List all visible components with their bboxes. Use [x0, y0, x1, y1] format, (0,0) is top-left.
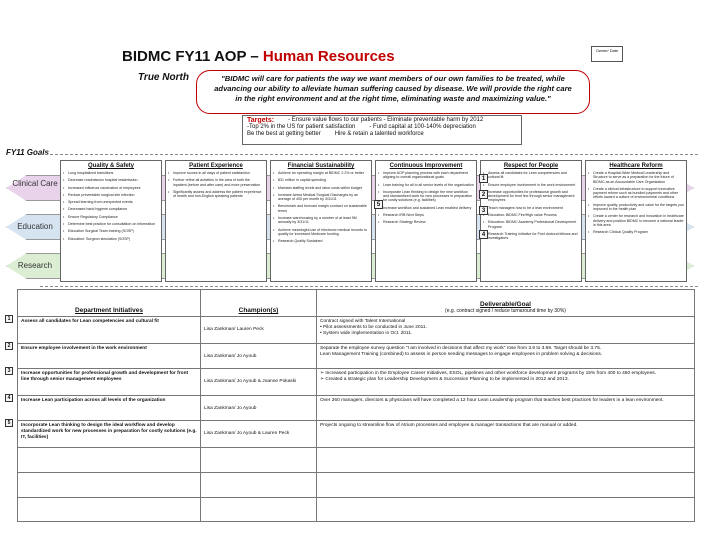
goal-column-patient-experience: [165, 160, 267, 282]
goal-bullet: • Spread learning from unexpected events: [68, 200, 159, 204]
goal-bullet: • Increase Aetna Medical Surgical Discharges by an average of 400 per month by 3/31/11: [278, 193, 369, 202]
deliverable-line: ➢ Increased participation in the Employee Career Initiatives, ESOL, pipelines and other workforce development programs by 15% from 400 to 460 employees.: [320, 371, 656, 376]
callout-number: 5: [374, 200, 383, 209]
table-row: [18, 498, 695, 522]
champion-cell: Lisa Zankman/ Lauren Peck: [201, 317, 317, 344]
column-heading: Quality & Safety: [87, 163, 134, 169]
goal-bullet: • Education: BIDMC Academy Professional Development Program: [488, 220, 579, 229]
deliverable-line: Contract signed with Talent International: [320, 319, 406, 324]
goal-column-healthcare-reform: [585, 160, 687, 282]
goal-column-quality-safety: [60, 160, 162, 282]
initiative-text: Increase opportunities for professional growth and development for front line through senior management employees: [21, 371, 189, 382]
goal-bullet: • Maintain staffing levels and labor costs within budget: [278, 186, 369, 190]
goal-bullet: • Determine best practice for consultation on information: [68, 222, 159, 226]
table-row: [18, 448, 695, 473]
initiative-cell: [7, 368, 201, 396]
deliverable-line: • System wide implementation in Oct. 2011.: [320, 331, 413, 336]
goal-bullet: • Improve scores in all ways of patient satisfaction: [173, 171, 264, 175]
table-header-row: [18, 290, 695, 317]
goal-bullet: • Achieve meaningful use of electronic medical records to qualify for increased Medicare funding: [278, 228, 369, 237]
targets-line: - Ensure value flows to our patients - Eliminate preventable harm by 2012: [288, 117, 484, 123]
fy11-goals-label: FY11 Goals: [6, 148, 49, 157]
deliverable-line: • Pilot assessments to be conducted in June 2011.: [320, 325, 427, 330]
goal-bullet-list: [481, 171, 581, 241]
row-number: 5: [5, 419, 13, 427]
goal-bullet-list: [586, 171, 686, 235]
deliverable-cell: [317, 473, 695, 498]
divider: [40, 286, 698, 287]
targets-line: Hire & retain a talented workforce: [334, 131, 424, 137]
targets-line: -Top 2% in the US for patient satisfaction: [247, 124, 356, 130]
row-label-research: Research: [17, 261, 53, 270]
goal-bullet: • Decreased hand hygiene compliance: [68, 207, 159, 211]
initiative-text: Incorporate Lean thinking to design the ideal workflow and develop standardized work for new processes in preparation for costly solutions (e.g. IT, facilities): [21, 423, 197, 440]
table-row: [18, 369, 695, 396]
deliverable-line: Over 260 managers, directors & physicians will have completed a 12 hour Lean Leadership program that teaches best practices for leaders in a lean environment.: [320, 398, 664, 403]
deliverable-cell: [317, 396, 695, 421]
goal-bullet-list: [376, 171, 476, 225]
champion-cell: Lisa Zankman/ Jo Ayoub: [201, 396, 317, 421]
goal-bullet: • Ensure employee involvement in the work environment: [488, 183, 579, 187]
goal-bullet-list: [271, 171, 371, 244]
initiative-cell: [7, 420, 201, 448]
goal-bullet: • Education Surgical Team training (SOSP): [68, 229, 159, 233]
divider: [40, 154, 698, 155]
true-north-statement: "BIDMC will care for patients the way we want members of our own families to be treated, while advancing our ability to alleviate human suffering caused by disease. We will provide the right care in the right environment and at the right time, eliminating waste and maximizing value.": [196, 70, 590, 114]
champion-cell: [201, 448, 317, 473]
goal-bullet: • Lung hospitalized transitions: [68, 171, 159, 175]
goal-column-respect-for-people: [480, 160, 582, 282]
column-heading: Patient Experience: [189, 163, 243, 169]
goal-bullet: • Teach managers how to be a lean environment: [488, 206, 579, 210]
goal-bullet: • Assess all candidates for Lean competencies and cultural fit: [488, 171, 579, 180]
champion-cell: [201, 473, 317, 498]
goal-bullet: • Decrease readmission hospital readmission: [68, 178, 159, 182]
header-deliverable: Deliverable/Goal (e.g. contract signed / reduce turnaround time by 30%): [317, 290, 695, 317]
goal-bullet: • Research IRB Next Steps: [383, 213, 474, 217]
table-row: [18, 317, 695, 344]
initiative-cell: [7, 343, 201, 369]
row-number: 2: [5, 342, 13, 350]
column-heading: Healthcare Reform: [609, 163, 663, 169]
owner-date-box: Owner/ Date: [591, 46, 623, 62]
goal-bullet: • Significantly assess and address the patient experience of health and non-English speaking patients: [173, 190, 264, 199]
deliverable-cell: [317, 448, 695, 473]
row-number: 4: [5, 394, 13, 402]
initiatives-table: [7, 289, 695, 522]
goal-bullet: • Create a Hospital-Wide Medical Leadership and Structure to serve as a preparation for the future of BIDMC as an Accountable Care Organization: [593, 171, 684, 184]
callout-number: 4: [479, 230, 488, 239]
goal-bullet: • Increased influenza vaccination of employees: [68, 186, 159, 190]
goal-bullet: • Research Training Initiative for Post doctoral fellows and investigators: [488, 232, 579, 241]
goal-bullet-list: [166, 171, 266, 198]
deliverable-line: Separate the employee survey question "I am involved in decisions that affect my work" rose from 3.6 to 3.69. Target should be 3.75.: [320, 346, 602, 351]
champion-cell: [201, 498, 317, 522]
row-number: 3: [5, 367, 13, 375]
goal-column-financial-sustainability: [270, 160, 372, 282]
goal-bullet: • Benchmark and forecast margin contract on sustainable terms: [278, 204, 369, 213]
deliverable-line: ➢ Created a strategic plan for Leadership Development & Succession Planning to be implemented in 2012 and 2013.: [320, 377, 569, 382]
goal-bullet: • Reduce preventable surgical site infection: [68, 193, 159, 197]
initiative-text: Ensure employee involvement in the work environment: [21, 346, 147, 351]
goal-bullet: • Increase warehousing by a number of at least 5M annually by 3/31/11: [278, 216, 369, 225]
initiative-cell: [7, 395, 201, 421]
goal-bullet: • Achieve an operating margin at BIDMC 2.2% or better: [278, 171, 369, 175]
goal-bullet: • Improve quality, productivity and value for the targets you improved in the health plan: [593, 203, 684, 212]
column-heading: Continuous Improvement: [389, 163, 463, 169]
goal-bullet: • Incorporate Lean thinking to design the new workflow and standardized work for new processes in preparation for costly solutions (e.g. facilities): [383, 190, 474, 203]
row-number: 1: [5, 315, 13, 323]
true-north-label: True North: [138, 72, 189, 83]
champion-cell: Lisa Zankman/ Jo Ayoub & Lauren Peck: [201, 421, 317, 448]
goal-bullet: • Improve AOP planning process with each department aligning to overall organizational goals: [383, 171, 474, 180]
goal-bullet: • Increase opportunities for professional growth and development for front line through senior management employees: [488, 190, 579, 203]
header-champions: Champion(s): [201, 290, 317, 317]
goal-bullet: • Increase workflow and sustained Lean enabled delivery: [383, 206, 474, 210]
deliverable-line: Projects ongoing to streamline flow of Atrium processes and employee & manager transactions that are manual or added.: [320, 423, 578, 428]
table-row: [18, 473, 695, 498]
deliverable-cell: [317, 421, 695, 448]
goal-bullet: • Research Strategy Review: [383, 220, 474, 224]
champion-cell: Lisa Zankman/ Jo Ayoub & Joanne Pokaski: [201, 369, 317, 396]
deliverable-line: Lean Management Training (combined) to assess in person sending messages to engage employees in problem solving & decisions.: [320, 352, 603, 357]
row-label-education: Education: [17, 222, 53, 231]
table-row: [18, 396, 695, 421]
targets-box: [242, 115, 522, 145]
deliverable-cell: [317, 344, 695, 369]
goal-bullet: • Further refine all activities in the area of both the inpatient (before and after care) and more preservation: [173, 178, 264, 187]
goal-bullet: • Education: Surgeon simulation (SOSP): [68, 237, 159, 241]
goal-bullet: • Research Clinical Quality Program: [593, 230, 684, 234]
goal-bullet: • Ensure Regulatory Compliance: [68, 215, 159, 219]
callout-number: 2: [479, 190, 488, 199]
goal-bullet: • Research Quality Sustained: [278, 239, 369, 243]
table-row: [18, 421, 695, 448]
goal-bullet-list: [61, 171, 161, 241]
goal-bullet: • $31 million in capital spending: [278, 178, 369, 182]
targets-label: Targets:: [247, 117, 275, 124]
column-heading: Financial Sustainability: [287, 163, 355, 169]
goal-bullet: • Education: BIDMC Fire/High value Process: [488, 213, 579, 217]
initiative-cell: [18, 473, 201, 498]
deliverable-cell: [317, 498, 695, 522]
goal-bullet: • Create a clinical infrastructure to support innovative payment reform such as bundled payments and other efforts toward a culture of environmental conditions: [593, 187, 684, 200]
row-label-clinical-care: Clinical Care: [12, 179, 58, 188]
column-heading: Respect for People: [503, 163, 559, 169]
table-row: [18, 344, 695, 369]
targets-line: - Fund capital at 100-140% depreciation: [369, 124, 476, 130]
deliverable-cell: [317, 369, 695, 396]
initiative-cell: [7, 316, 201, 344]
header-initiatives: Department Initiatives: [18, 290, 201, 317]
champion-cell: Lisa Zankman/ Jo Ayoub: [201, 344, 317, 369]
initiative-cell: [18, 498, 201, 522]
targets-line: Be the best at getting better: [247, 131, 321, 137]
page-title: BIDMC FY11 AOP – Human Resources: [122, 48, 395, 65]
goal-column-continuous-improvement: [375, 160, 477, 282]
goal-bullet: • Lean training for all to all senior levels of the organization: [383, 183, 474, 187]
callout-number: 1: [479, 174, 488, 183]
initiative-text: Increase Lean participation across all levels of the organization: [21, 398, 166, 403]
initiative-cell: [18, 448, 201, 473]
initiative-text: Assess all candidates for Lean competencies and cultural fit: [21, 319, 159, 324]
deliverable-cell: [317, 317, 695, 344]
callout-number: 3: [479, 206, 488, 215]
goal-bullet: • Create a center for research and innovation in healthcare delivery and position BIDMC to become a national leader in this area: [593, 214, 684, 227]
